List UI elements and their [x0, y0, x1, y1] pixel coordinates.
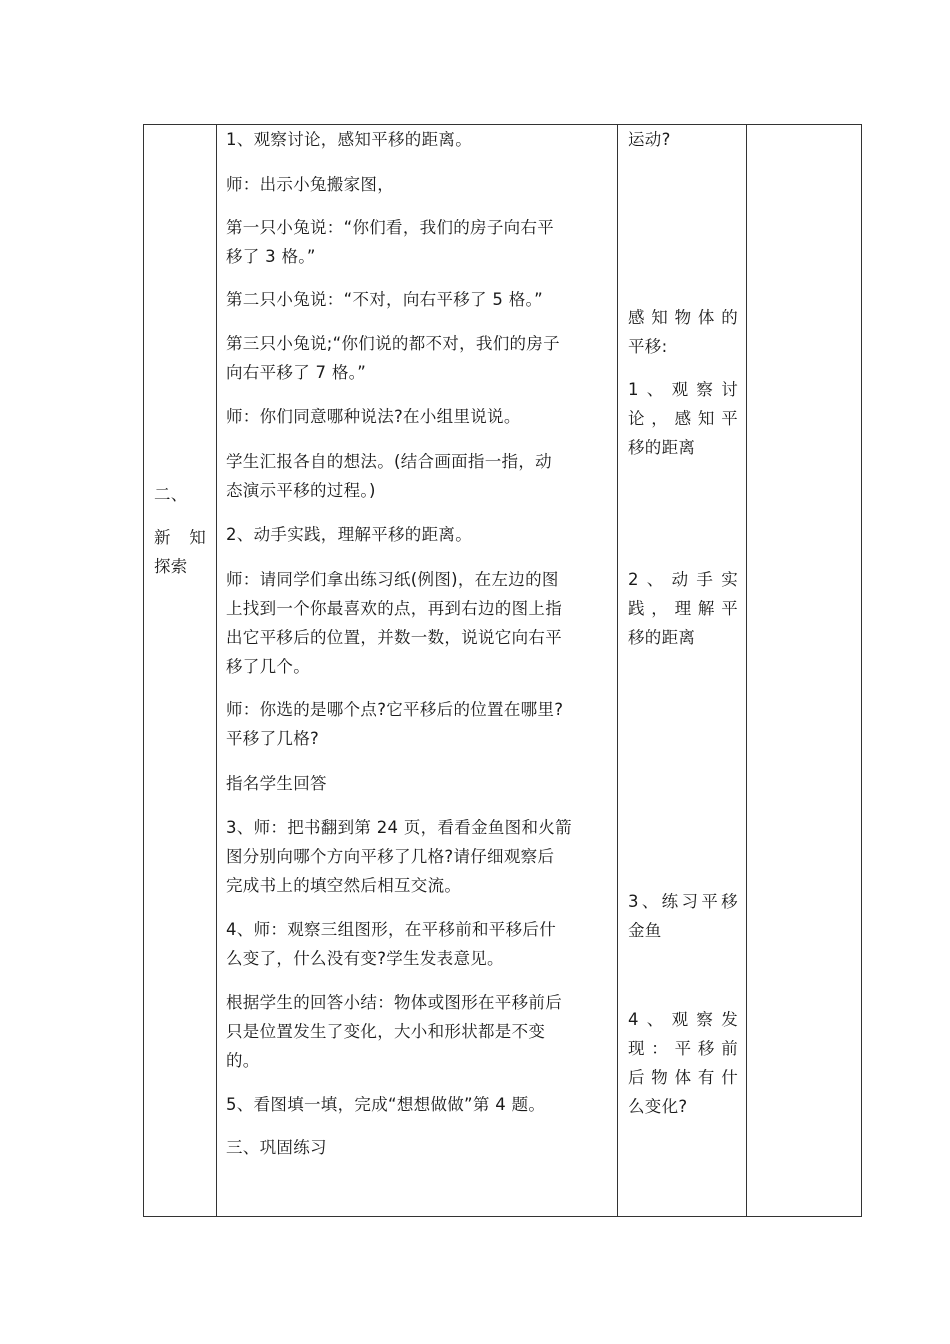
note-text-line: 现：平移前	[628, 1039, 738, 1058]
main-text-line: 向右平移了 7 格。”	[226, 363, 367, 382]
main-text-line: 完成书上的填空然后相互交流。	[226, 876, 462, 895]
main-text-line: 图分别向哪个方向平移了几格?请仔细观察后	[226, 847, 555, 866]
note-text-line: 1、观察讨	[628, 380, 738, 399]
note-text-line: 后物体有什	[628, 1068, 738, 1087]
note-text-line: 运动?	[628, 130, 671, 149]
main-text-line: 5、看图填一填，完成“想想做做”第 4 题。	[226, 1095, 546, 1114]
note-text-line: 金鱼	[628, 921, 662, 940]
main-text-line: 只是位置发生了变化，大小和形状都是不变	[226, 1022, 546, 1041]
main-text-line: 第三只小兔说;“你们说的都不对，我们的房子	[226, 334, 560, 353]
main-text-line: 第二只小兔说：“不对，向右平移了 5 格。”	[226, 290, 543, 309]
section-number: 二、	[154, 485, 188, 504]
main-text-line: 么变了，什么没有变?学生发表意见。	[226, 949, 504, 968]
note-text-line: 么变化?	[628, 1097, 688, 1116]
lesson-table	[143, 124, 862, 1217]
main-text-line: 指名学生回答	[226, 774, 327, 793]
section-title-line2: 探索	[154, 557, 188, 576]
note-text-line: 移的距离	[628, 438, 696, 457]
main-text-line: 态演示平移的过程。)	[226, 481, 376, 500]
main-text-line: 2、动手实践，理解平移的距离。	[226, 525, 472, 544]
note-text-line: 践，理解平	[628, 599, 738, 618]
section-title-line1: 新知	[154, 528, 206, 547]
main-text-line: 出它平移后的位置，并数一数，说说它向右平	[226, 628, 562, 647]
note-text-line: 论，感知平	[628, 409, 738, 428]
note-text-line: 4、观察发	[628, 1010, 738, 1029]
main-text-line: 移了几个。	[226, 657, 310, 676]
main-text-line: 学生汇报各自的想法。(结合画面指一指，动	[226, 452, 552, 471]
main-text-line: 移了 3 格。”	[226, 247, 316, 266]
main-text-line: 第一只小兔说：“你们看，我们的房子向右平	[226, 218, 555, 237]
note-text-line: 感知物体的	[628, 308, 738, 327]
note-text-line: 3、练习平移	[628, 892, 738, 911]
column-divider	[216, 125, 217, 1216]
main-text-line: 师：你选的是哪个点?它平移后的位置在哪里?	[226, 700, 564, 719]
main-text-line: 3、师：把书翻到第 24 页，看看金鱼图和火箭	[226, 818, 572, 837]
column-divider	[617, 125, 618, 1216]
note-text-line: 2、动手实	[628, 570, 738, 589]
main-text-line: 1、观察讨论，感知平移的距离。	[226, 130, 472, 149]
main-text-line: 师：出示小兔搬家图，	[226, 175, 394, 194]
main-text-line: 三、巩固练习	[226, 1138, 327, 1157]
main-text-line: 根据学生的回答小结：物体或图形在平移前后	[226, 993, 562, 1012]
main-text-line: 的。	[226, 1051, 260, 1070]
main-text-line: 师：请同学们拿出练习纸(例图)，在左边的图	[226, 570, 559, 589]
note-text-line: 平移:	[628, 337, 668, 356]
main-text-line: 平移了几格?	[226, 729, 320, 748]
note-text-line: 移的距离	[628, 628, 696, 647]
main-text-line: 上找到一个你最喜欢的点，再到右边的图上指	[226, 599, 562, 618]
column-divider	[746, 125, 747, 1216]
main-text-line: 4、师：观察三组图形，在平移前和平移后什	[226, 920, 556, 939]
main-text-line: 师：你们同意哪种说法?在小组里说说。	[226, 407, 521, 426]
